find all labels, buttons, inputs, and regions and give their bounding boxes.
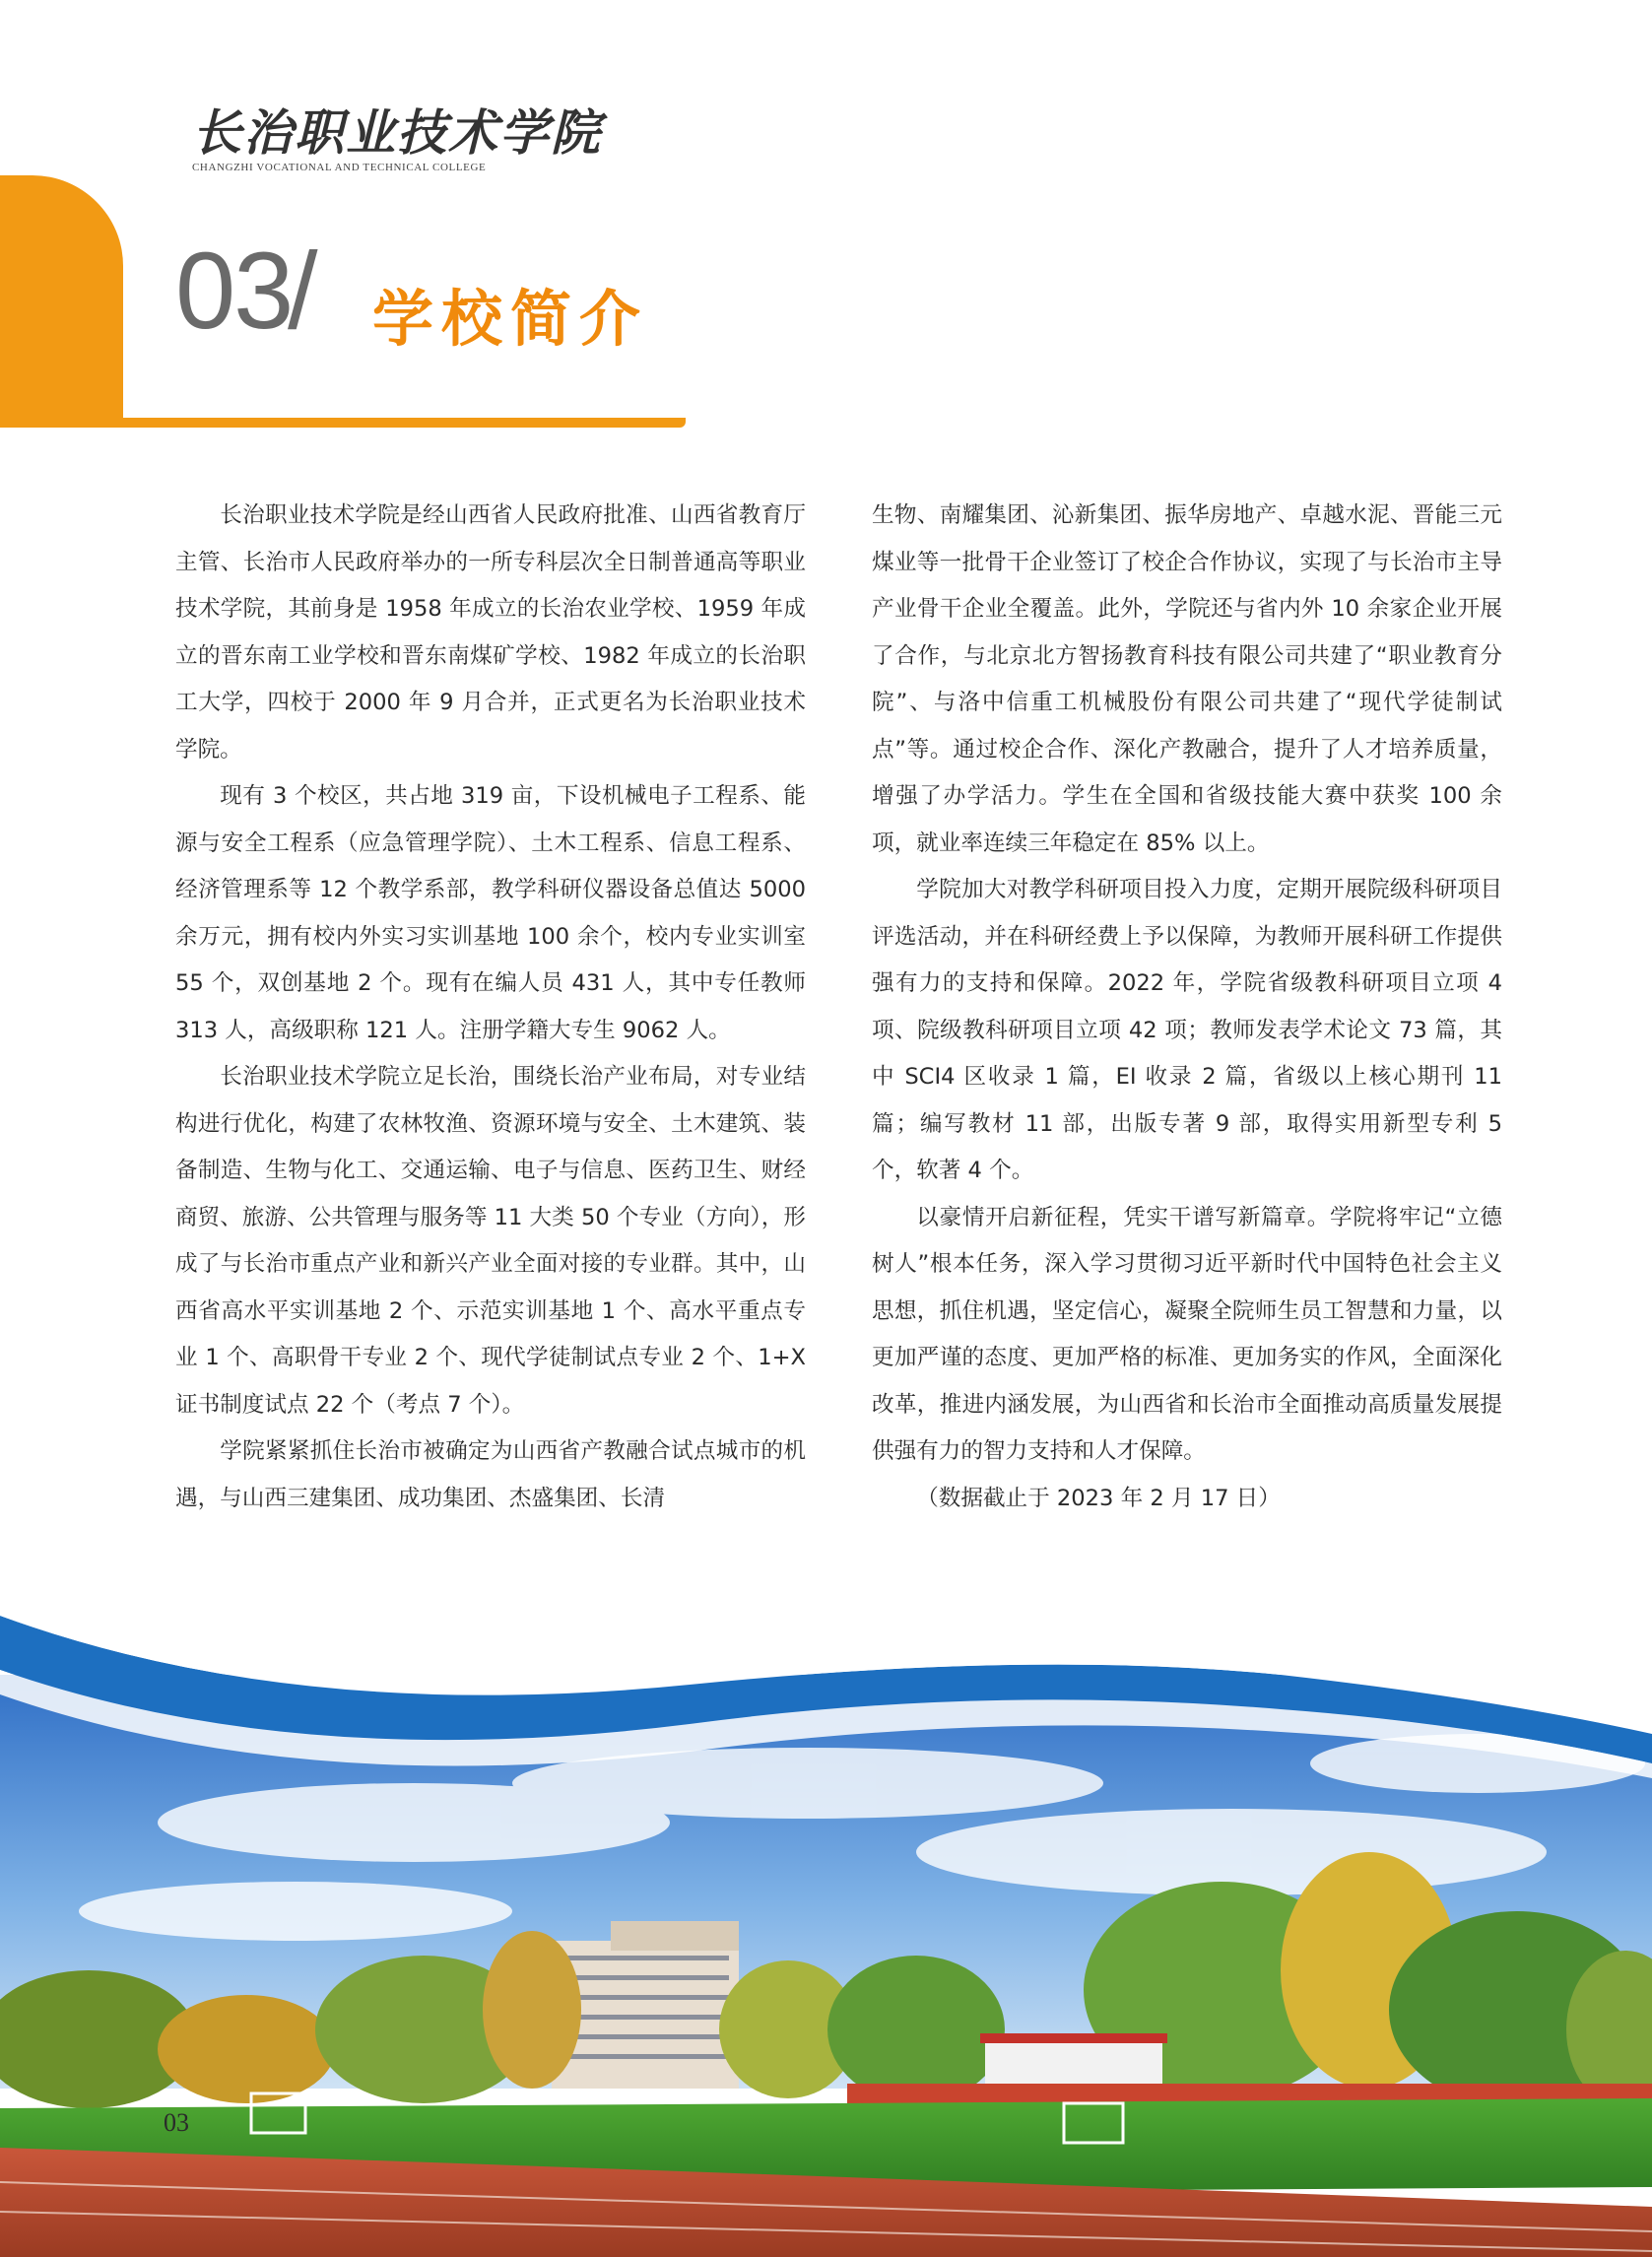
page-number: 03 — [164, 2108, 189, 2137]
orange-section-tab — [0, 175, 123, 422]
paragraph: 以豪情开启新征程，凭实干谱写新篇章。学院将牢记“立德树人”根本任务，深入学习贯彻习近平新时代中国特色社会主义思想，抓住机遇，坚定信心，凝聚全院师生员工智慧和力量，以更加严谨的态度、更加严格的标准、更加务实的作风，全面深化改革，推进内涵发展，为山西省和长治市全面推动高质量发展提供强有力的智力支持和人才保障。 — [872, 1204, 1502, 1464]
section-number: 03 — [175, 231, 293, 352]
left-text-column — [175, 493, 806, 1522]
orange-underline — [116, 418, 686, 428]
data-date-note: （数据截止于 2023 年 2 月 17 日） — [916, 1485, 1281, 1511]
paragraph: 长治职业技术学院立足长治，围绕长治产业布局，对专业结构进行优化，构建了农林牧渔、资源环境与安全、土木建筑、装备制造、生物与化工、交通运输、电子与信息、医药卫生、财经商贸、旅游、公共管理与服务等 11 大类 50 个专业（方向），形成了与长治市重点产业和新兴产业全面对接的专业群。其中，山西省高水平实训基地 2 个、示范实训基地 1 个、高水平重点专业 1 个、高职骨干专业 2 个、现代学徒制试点专业 2 个、1+X 证书制度试点 22 个（考点 7 个）。 — [175, 1064, 806, 1418]
paragraph-continuation: 生物、南耀集团、沁新集团、振华房地产、卓越水泥、晋能三元煤业等一批骨干企业签订了校企合作协议，实现了与长治市主导产业骨干企业全覆盖。此外，学院还与省内外 10 余家企业开展了合作，与北京北方智扬教育科技有限公司共建了“职业教育分院”、与洛中信重工机械股份有限公司共建了“现代学徒制试点”等。通过校企合作、深化产教融合，提升了人才培养质量，增强了办学活力。学生在全国和省级技能大赛中获奖 100 余项，就业率连续三年稳定在 85% 以上。 — [872, 502, 1502, 856]
logo-chinese-name: 长治职业技术学院 — [192, 103, 602, 162]
paragraph: 现有 3 个校区，共占地 319 亩，下设机械电子工程系、能源与安全工程系（应急管理学院）、土木工程系、信息工程系、经济管理系等 12 个教学系部，教学科研仪器设备总值达 5000 余万元，拥有校内外实习实训基地 100 余个，校内专业实训室 55 个，双创基地 2 个。现有在编人员 431 人，其中专任教师 313 人，高级职称 121 人。注册学籍大专生 9062 人。 — [175, 783, 806, 1043]
section-title: 学校简介 — [372, 283, 649, 355]
orange-curve — [0, 418, 128, 428]
campus-sports-field-photo — [0, 1616, 1652, 2257]
paragraph: 学院紧紧抓住长治市被确定为山西省产教融合试点城市的机遇，与山西三建集团、成功集团、杰盛集团、长清 — [175, 1438, 806, 1511]
right-text-column — [872, 493, 1502, 1522]
logo-english-name: CHANGZHI VOCATIONAL AND TECHNICAL COLLEGE — [192, 162, 487, 173]
paragraph: 学院加大对教学科研项目投入力度，定期开展院级科研项目评选活动，并在科研经费上予以保障，为教师开展科研工作提供强有力的支持和保障。2022 年，学院省级教科研项目立项 4 项、院级教科研项目立项 42 项；教师发表学术论文 73 篇，其中 SCI4 区收录 1 篇，EI 收录 2 篇，省级以上核心期刊 11 篇；编写教材 11 部，出版专著 9 部，取得实用新型专利 5 个，软著 4 个。 — [872, 877, 1502, 1183]
section-slash: / — [288, 231, 318, 352]
college-logo — [192, 103, 602, 173]
paragraph: 长治职业技术学院是经山西省人民政府批准、山西省教育厅主管、长治市人民政府举办的一所专科层次全日制普通高等职业技术学院，其前身是 1958 年成立的长治农业学校、1959 年成立的晋东南工业学校和晋东南煤矿学校、1982 年成立的长治职工大学，四校于 2000 年 9 月合并，正式更名为长治职业技术学院。 — [175, 502, 806, 763]
